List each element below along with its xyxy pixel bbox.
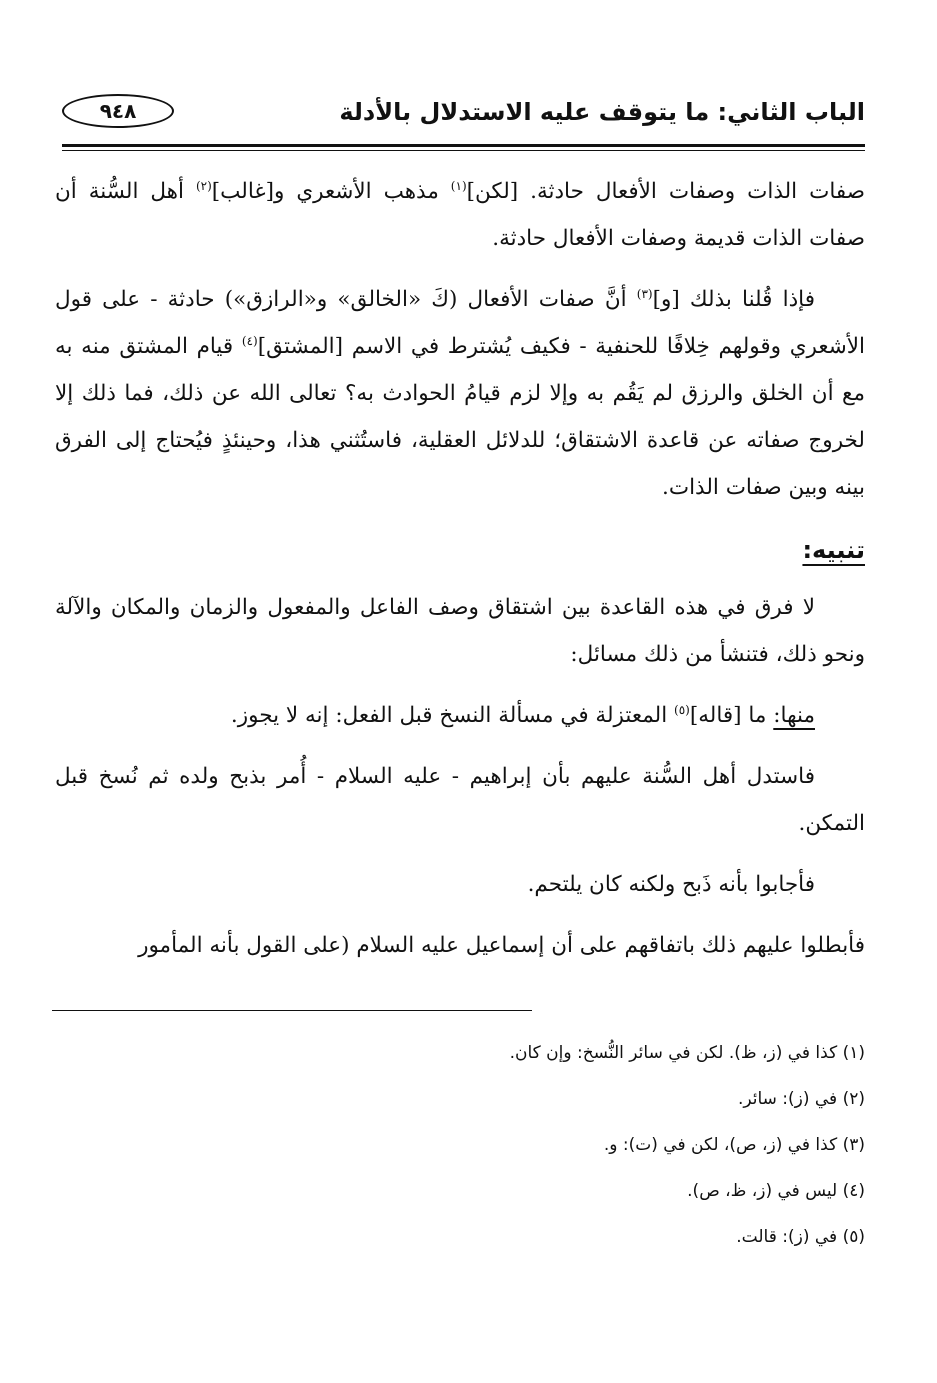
page-number-badge: ٩٤٨ (62, 94, 174, 128)
paragraph-1: صفات الذات وصفات الأفعال حادثة. [لكن]$^{(١)}$ مذهب الأشعري و[غالب]$^{(٢)}$ أهل السُّنة أن صفات الذات قديمة وصفات الأفعال حادثة. (55, 178, 866, 251)
main-text (55, 168, 865, 969)
paragraph-5: فاستدل أهل السُّنة عليهم بأن إبراهيم - عليه السلام - أُمر بذبح ولده ثم نُسخ قبل التمكن. (55, 764, 865, 836)
footnote-1: (١) كذا في (ز، ظ). لكن في سائر النُّسخ: وإن كان. (509, 1043, 865, 1063)
footnote-ref-1: (١) (450, 178, 467, 193)
header-rule-thick (62, 144, 865, 147)
footnote-separator (52, 1010, 532, 1011)
footnote-4: (٤) ليس في (ز، ظ، ص). (687, 1181, 865, 1201)
footnote-5: (٥) في (ز): قالت. (736, 1227, 865, 1247)
header-rule-thin (62, 150, 865, 151)
footnote-ref-5: (٥) (674, 702, 690, 717)
footnote-3: (٣) كذا في (ز، ص)، لكن في (ت): و. (603, 1135, 865, 1155)
footnote-2: (٢) في (ز): سائر. (737, 1089, 865, 1109)
lead-word: منها: (773, 703, 815, 728)
paragraph-4: منها: ما [قاله]$^{(٥)}$ المعتزلة في مسألة النسخ قبل الفعل: إنه لا يجوز. (230, 702, 815, 728)
page-header (62, 92, 865, 140)
paragraph-2: فإذا قُلنا بذلك [و]$^{(٣)}$ أنَّ صفات الأفعال (كَ «الخالق» و«الرازق») حادثة - على قول الأشعري وقولهم خِلافًا للحنفية - فكيف يُشترط في الاسم [المشتق]$^{(٤)}$ قيام المشتق منه به مع أن الخلق والرزق لم يَقُم به وإلا لزم قيامُ الحوادث به؟ تعالى الله عن ذلك، فما ذلك إلا لخروج صفاته عن قاعدة الاشتقاق؛ للدلائل العقلية، فاستُثني هذا، وحينئذٍ فيُحتاج إلى الفرق بينه وبين صفات الذات. (55, 286, 866, 500)
paragraph-3: لا فرق في هذه القاعدة بين اشتقاق وصف الفاعل والمفعول والزمان والمكان والآلة ونحو ذلك، فتنشأ من ذلك مسائل: (55, 595, 865, 667)
footnote-ref-2: (٢) (195, 178, 212, 193)
paragraph-7: فأبطلوا عليهم ذلك باتفاقهم على أن إسماعيل عليه السلام (على القول بأنه المأمور (138, 933, 865, 958)
paragraph-6: فأجابوا بأنه ذَبح ولكنه كان يلتحم. (527, 872, 815, 897)
footnote-ref-3: (٣) (636, 286, 653, 301)
footnote-ref-4: (٤) (241, 333, 258, 348)
footnotes (55, 1030, 865, 1260)
section-heading: تنبيه: (802, 536, 865, 564)
chapter-title: الباب الثاني: ما يتوقف عليه الاستدلال بالأدلة (339, 98, 865, 126)
